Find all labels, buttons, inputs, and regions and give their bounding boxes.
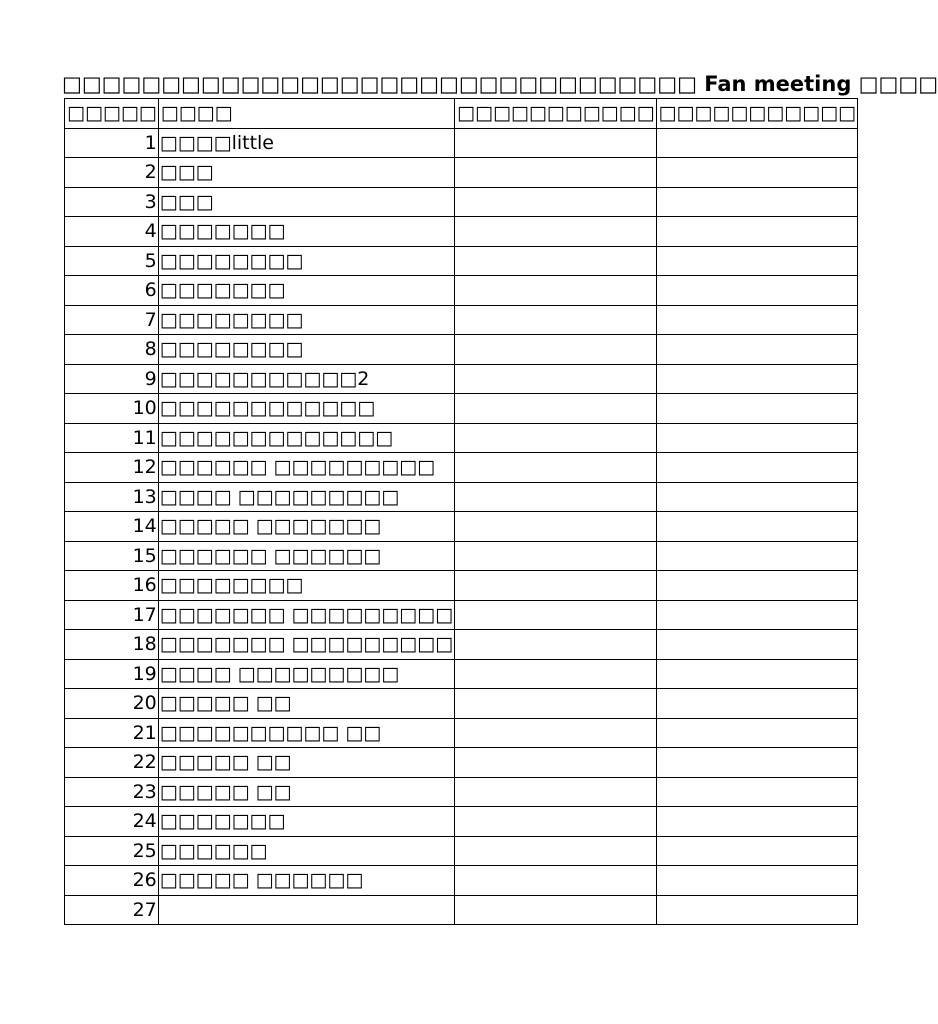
name-cell[interactable] xyxy=(158,895,454,925)
table-row xyxy=(65,866,858,896)
empty-cell-col3[interactable] xyxy=(455,541,656,571)
name-cell[interactable]: □□□□□□□ □□□□□□□□□ xyxy=(158,600,454,630)
header-row xyxy=(65,99,858,129)
row-number-cell[interactable]: 16 xyxy=(65,571,159,601)
row-number-cell[interactable]: 26 xyxy=(65,866,159,896)
empty-cell-col4[interactable] xyxy=(656,217,857,247)
empty-cell-col3[interactable] xyxy=(455,895,656,925)
row-number-cell[interactable]: 9 xyxy=(65,364,159,394)
empty-cell-col3[interactable] xyxy=(455,718,656,748)
row-number-cell[interactable]: 27 xyxy=(65,895,159,925)
table-row xyxy=(65,453,858,483)
name-cell[interactable]: □□□□□□□ xyxy=(158,807,454,837)
table-row xyxy=(65,246,858,276)
empty-cell-col4[interactable] xyxy=(656,335,857,365)
table-row xyxy=(65,423,858,453)
empty-cell-col3[interactable] xyxy=(455,158,656,188)
empty-cell-col3[interactable] xyxy=(455,364,656,394)
empty-cell-col3[interactable] xyxy=(455,423,656,453)
row-number-cell[interactable]: 2 xyxy=(65,158,159,188)
name-cell[interactable]: □□□□□ □□ xyxy=(158,689,454,719)
empty-cell-col4[interactable] xyxy=(656,689,857,719)
empty-cell-col4[interactable] xyxy=(656,187,857,217)
row-number-cell[interactable]: 23 xyxy=(65,777,159,807)
empty-cell-col4[interactable] xyxy=(656,453,857,483)
table-row xyxy=(65,187,858,217)
row-number-cell[interactable]: 22 xyxy=(65,748,159,778)
table-row xyxy=(65,689,858,719)
table-body xyxy=(65,99,858,925)
empty-cell-col4[interactable] xyxy=(656,305,857,335)
name-cell[interactable]: □□□□□ □□□□□□□ xyxy=(158,512,454,542)
sheet-title: □□□□□□□□□□□□□□□□□□□□□□□□□□□□□□□□ Fan meeting □□□□ xyxy=(62,72,938,96)
table-row xyxy=(65,128,858,158)
empty-cell-col3[interactable] xyxy=(455,276,656,306)
empty-cell-col3[interactable] xyxy=(455,630,656,660)
name-cell[interactable]: □□□□□□□□□□□□ xyxy=(158,394,454,424)
row-number-cell[interactable]: 12 xyxy=(65,453,159,483)
empty-cell-col3[interactable] xyxy=(455,217,656,247)
name-cell[interactable]: □□□□little xyxy=(158,128,454,158)
empty-cell-col4[interactable] xyxy=(656,423,857,453)
table-row xyxy=(65,482,858,512)
empty-cell-col3[interactable] xyxy=(455,453,656,483)
empty-cell-col3[interactable] xyxy=(455,305,656,335)
row-number-cell[interactable]: 25 xyxy=(65,836,159,866)
name-cell[interactable]: □□□□□□□ □□□□□□□□□ xyxy=(158,630,454,660)
row-number-cell[interactable]: 15 xyxy=(65,541,159,571)
table-row xyxy=(65,217,858,247)
empty-cell-col4[interactable] xyxy=(656,571,857,601)
row-number-cell[interactable]: 10 xyxy=(65,394,159,424)
name-cell[interactable]: □□□□□□□ xyxy=(158,276,454,306)
table-row xyxy=(65,364,858,394)
empty-cell-col4[interactable] xyxy=(656,718,857,748)
empty-cell-col4[interactable] xyxy=(656,630,857,660)
empty-cell-col4[interactable] xyxy=(656,394,857,424)
row-number-cell[interactable]: 1 xyxy=(65,128,159,158)
header-cell-col3[interactable]: □□□□□□□□□□□ xyxy=(455,99,656,129)
row-number-cell[interactable]: 13 xyxy=(65,482,159,512)
table-row xyxy=(65,571,858,601)
name-cell[interactable]: □□□□□□ xyxy=(158,836,454,866)
empty-cell-col3[interactable] xyxy=(455,394,656,424)
empty-cell-col4[interactable] xyxy=(656,895,857,925)
table-row xyxy=(65,512,858,542)
header-cell-number[interactable]: □□□□□ xyxy=(65,99,159,129)
header-cell-col4[interactable]: □□□□□□□□□□□ xyxy=(656,99,857,129)
empty-cell-col3[interactable] xyxy=(455,836,656,866)
table-row xyxy=(65,158,858,188)
empty-cell-col4[interactable] xyxy=(656,541,857,571)
row-number-cell[interactable]: 5 xyxy=(65,246,159,276)
empty-cell-col4[interactable] xyxy=(656,866,857,896)
empty-cell-col4[interactable] xyxy=(656,158,857,188)
empty-cell-col4[interactable] xyxy=(656,777,857,807)
name-cell[interactable]: □□□□□□□□□□□2 xyxy=(158,364,454,394)
empty-cell-col4[interactable] xyxy=(656,364,857,394)
empty-cell-col3[interactable] xyxy=(455,600,656,630)
row-number-cell[interactable]: 7 xyxy=(65,305,159,335)
empty-cell-col3[interactable] xyxy=(455,807,656,837)
name-cell[interactable]: □□□□□ □□ xyxy=(158,748,454,778)
table-row xyxy=(65,836,858,866)
empty-cell-col4[interactable] xyxy=(656,276,857,306)
table-row xyxy=(65,541,858,571)
table-row xyxy=(65,807,858,837)
empty-cell-col3[interactable] xyxy=(455,482,656,512)
empty-cell-col3[interactable] xyxy=(455,689,656,719)
name-cell[interactable]: □□□□□□□ xyxy=(158,217,454,247)
row-number-cell[interactable]: 18 xyxy=(65,630,159,660)
row-number-cell[interactable]: 11 xyxy=(65,423,159,453)
row-number-cell[interactable]: 24 xyxy=(65,807,159,837)
empty-cell-col4[interactable] xyxy=(656,600,857,630)
name-cell[interactable]: □□□□□ □□□□□□ xyxy=(158,866,454,896)
name-cell[interactable]: □□□□□□□□ xyxy=(158,335,454,365)
table-row xyxy=(65,305,858,335)
empty-cell-col3[interactable] xyxy=(455,748,656,778)
row-number-cell[interactable]: 8 xyxy=(65,335,159,365)
name-cell[interactable]: □□□ xyxy=(158,187,454,217)
empty-cell-col4[interactable] xyxy=(656,512,857,542)
row-number-cell[interactable]: 4 xyxy=(65,217,159,247)
row-number-cell[interactable]: 21 xyxy=(65,718,159,748)
empty-cell-col4[interactable] xyxy=(656,246,857,276)
name-cell[interactable]: □□□□□□□□ xyxy=(158,305,454,335)
empty-cell-col4[interactable] xyxy=(656,482,857,512)
table-row xyxy=(65,276,858,306)
empty-cell-col3[interactable] xyxy=(455,866,656,896)
data-table xyxy=(64,98,858,925)
row-number-cell[interactable]: 19 xyxy=(65,659,159,689)
empty-cell-col3[interactable] xyxy=(455,246,656,276)
empty-cell-col4[interactable] xyxy=(656,748,857,778)
empty-cell-col4[interactable] xyxy=(656,659,857,689)
empty-cell-col4[interactable] xyxy=(656,128,857,158)
row-number-cell[interactable]: 6 xyxy=(65,276,159,306)
table-row xyxy=(65,335,858,365)
empty-cell-col3[interactable] xyxy=(455,659,656,689)
table-row xyxy=(65,600,858,630)
empty-cell-col3[interactable] xyxy=(455,335,656,365)
empty-cell-col3[interactable] xyxy=(455,128,656,158)
row-number-cell[interactable]: 20 xyxy=(65,689,159,719)
table-row xyxy=(65,895,858,925)
table-row xyxy=(65,394,858,424)
name-cell[interactable]: □□□ xyxy=(158,158,454,188)
name-cell[interactable]: □□□□□□□□□□□□□ xyxy=(158,423,454,453)
name-cell[interactable]: □□□□□□ □□□□□□ xyxy=(158,541,454,571)
name-cell[interactable]: □□□□□□□□ xyxy=(158,246,454,276)
empty-cell-col3[interactable] xyxy=(455,571,656,601)
name-cell[interactable]: □□□□□□□□□□ □□ xyxy=(158,718,454,748)
empty-cell-col3[interactable] xyxy=(455,187,656,217)
table-row xyxy=(65,659,858,689)
table-row xyxy=(65,630,858,660)
empty-cell-col3[interactable] xyxy=(455,777,656,807)
name-cell[interactable]: □□□□□□ □□□□□□□□□ xyxy=(158,453,454,483)
table-row xyxy=(65,777,858,807)
name-cell[interactable]: □□□□ □□□□□□□□□ xyxy=(158,482,454,512)
name-cell[interactable]: □□□□□ □□ xyxy=(158,777,454,807)
table-row xyxy=(65,748,858,778)
table-row xyxy=(65,718,858,748)
empty-cell-col3[interactable] xyxy=(455,512,656,542)
row-number-cell[interactable]: 17 xyxy=(65,600,159,630)
name-cell[interactable]: □□□□□□□□ xyxy=(158,571,454,601)
row-number-cell[interactable]: 3 xyxy=(65,187,159,217)
empty-cell-col4[interactable] xyxy=(656,836,857,866)
name-cell[interactable]: □□□□ □□□□□□□□□ xyxy=(158,659,454,689)
header-cell-name[interactable]: □□□□ xyxy=(158,99,454,129)
row-number-cell[interactable]: 14 xyxy=(65,512,159,542)
empty-cell-col4[interactable] xyxy=(656,807,857,837)
